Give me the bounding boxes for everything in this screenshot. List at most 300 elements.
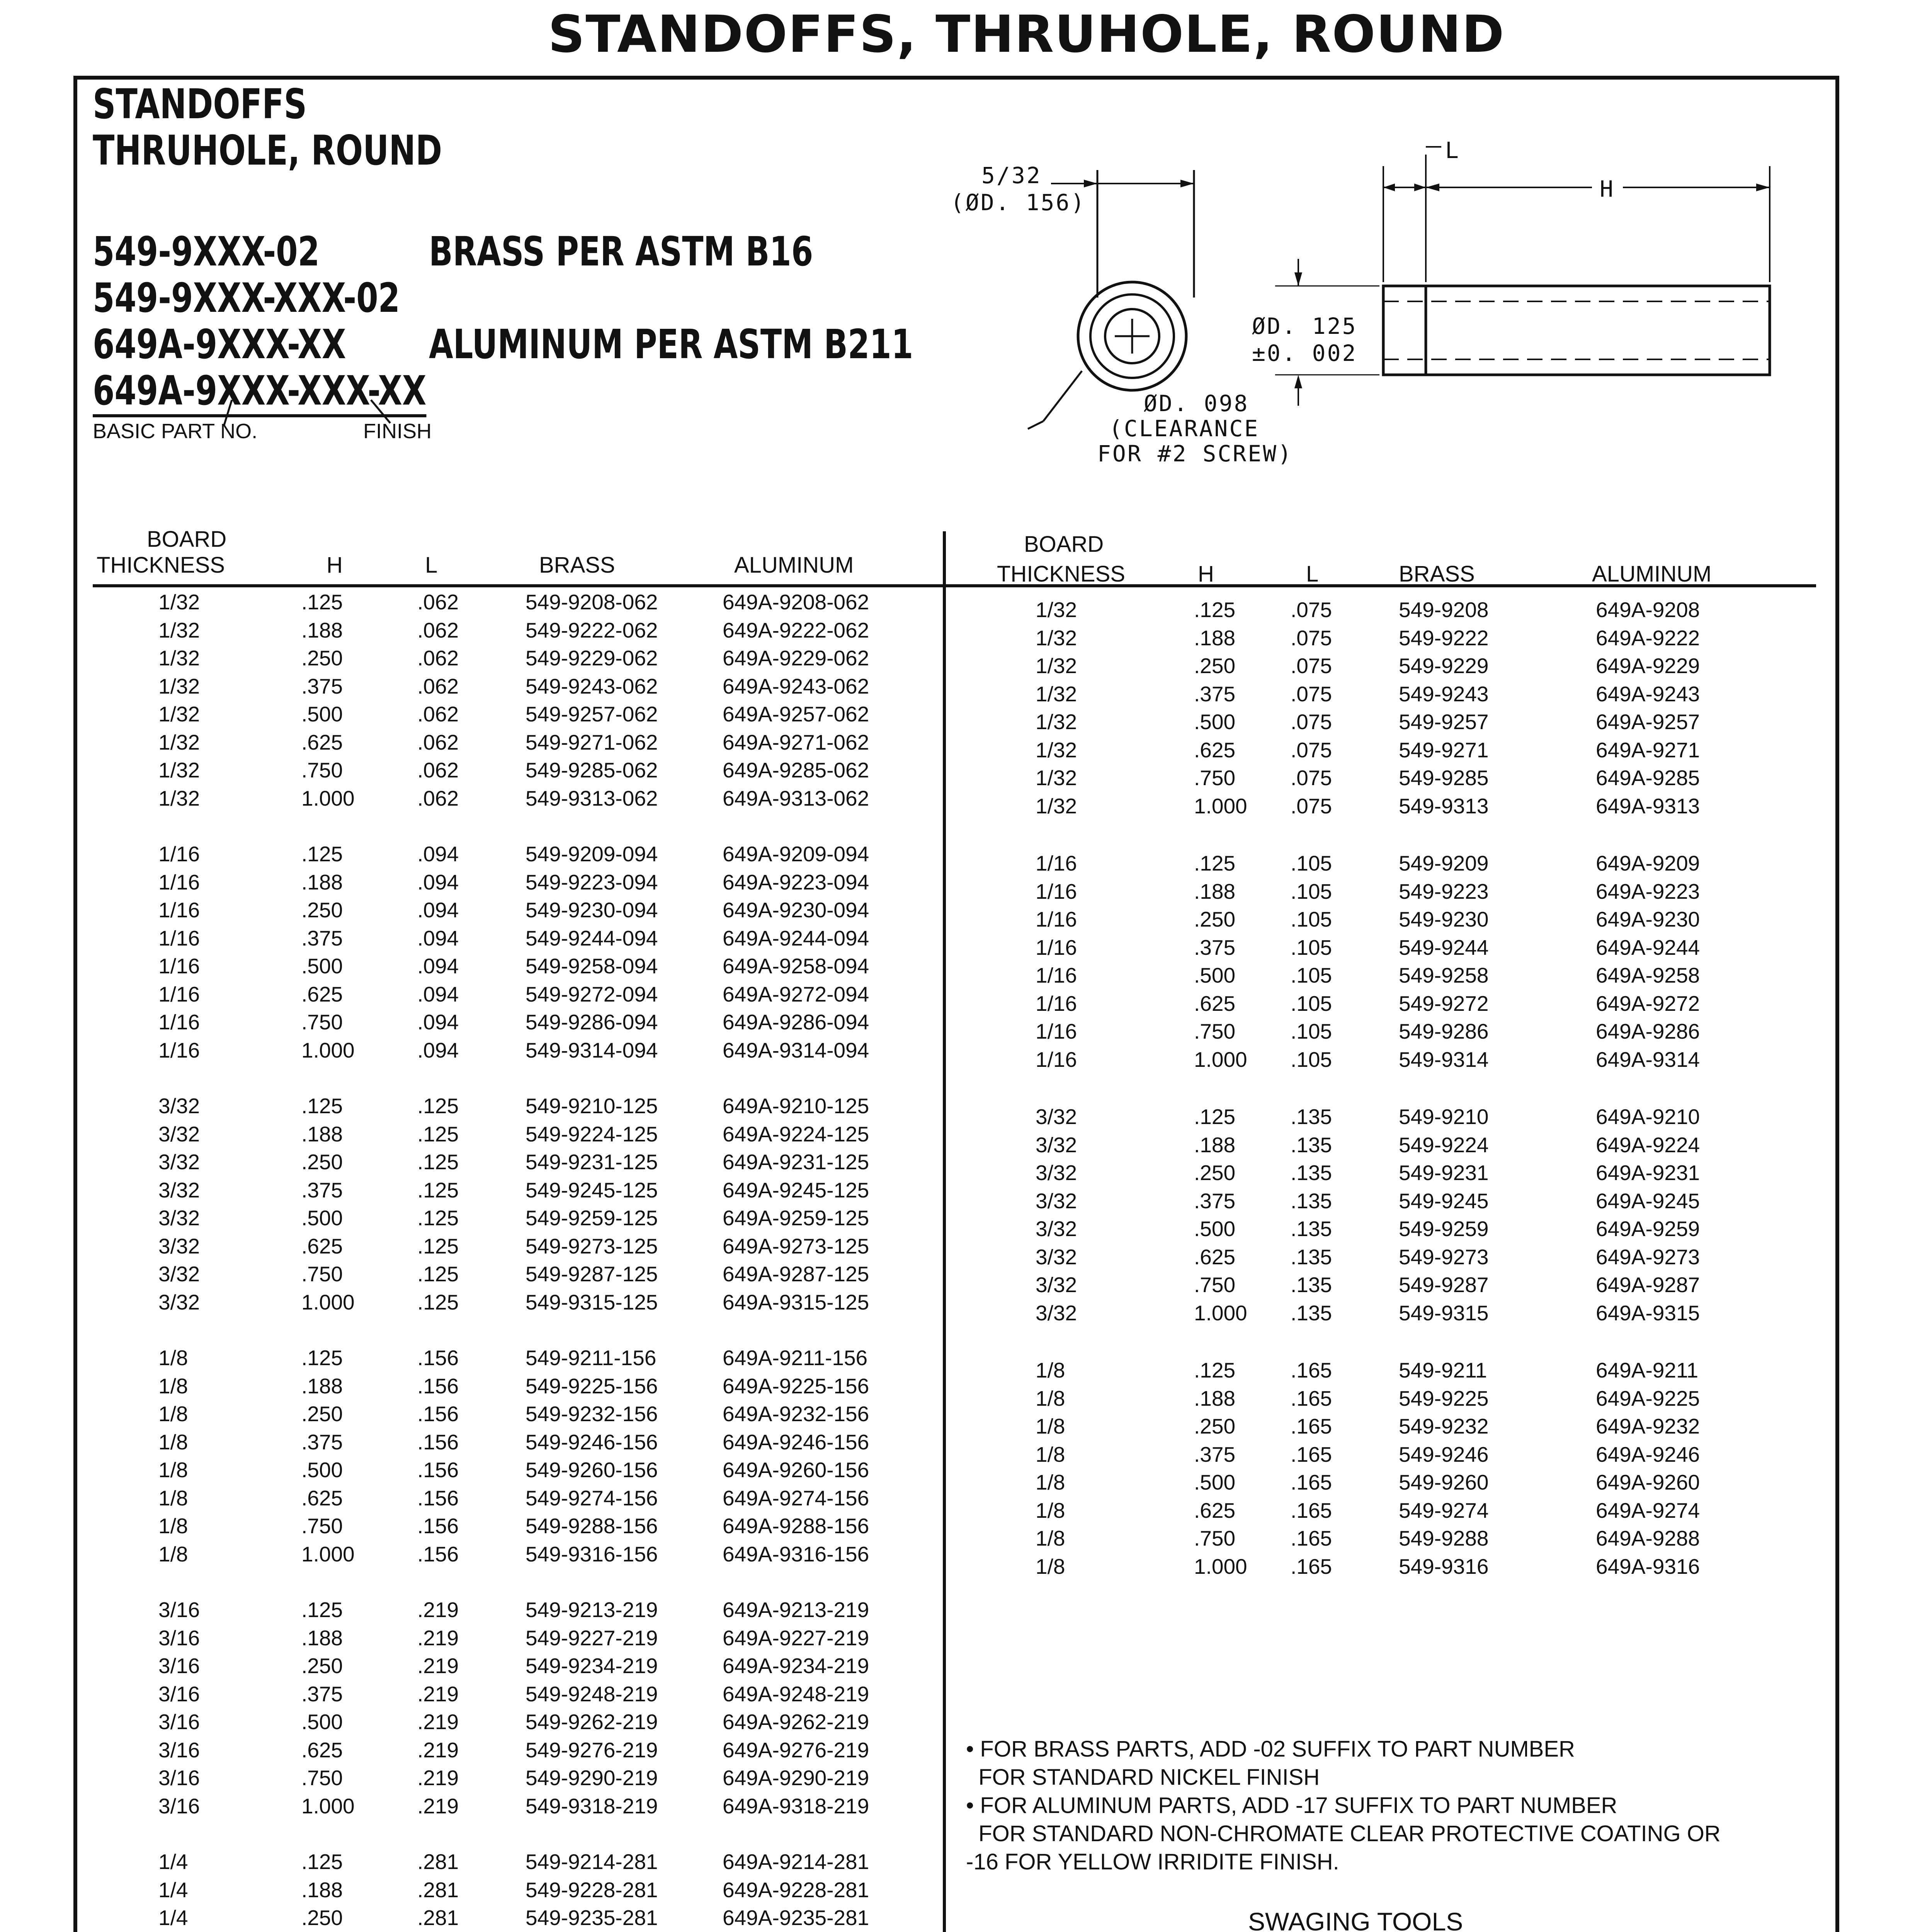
cell-l: .062: [417, 674, 459, 698]
cell-thickness: 1/16: [1036, 991, 1077, 1015]
cell-brass: 549-9235-281: [526, 1906, 658, 1930]
cell-aluminum: 649A-9228-281: [723, 1878, 869, 1902]
cell-thickness: 1/16: [158, 842, 200, 866]
cell-aluminum: 649A-9230-094: [723, 898, 869, 922]
cell-l: .135: [1291, 1273, 1332, 1297]
cell-l: .125: [417, 1262, 459, 1286]
cell-h: .250: [301, 898, 343, 922]
cell-l: .281: [417, 1906, 459, 1930]
cell-thickness: 1/8: [1036, 1526, 1065, 1550]
cell-brass: 549-9259-125: [526, 1206, 658, 1230]
note-line-5: -16 FOR YELLOW IRRIDITE FINISH.: [966, 1849, 1339, 1874]
cell-brass: 549-9260-156: [526, 1458, 658, 1482]
cell-thickness: 1/32: [158, 758, 200, 782]
cell-aluminum: 649A-9316-156: [723, 1542, 869, 1566]
cell-thickness: 1/8: [158, 1486, 188, 1510]
cell-brass: 549-9246-156: [526, 1430, 658, 1454]
cell-aluminum: 649A-9229: [1596, 654, 1700, 678]
cell-brass: 549-9225-156: [526, 1374, 658, 1398]
cell-thickness: 3/32: [158, 1122, 200, 1146]
cell-aluminum: 649A-9276-219: [723, 1738, 869, 1762]
cell-l: .125: [417, 1206, 459, 1230]
cell-l: .135: [1291, 1245, 1332, 1269]
cell-brass: 549-9230-094: [526, 898, 658, 922]
cell-brass: 549-9227-219: [526, 1626, 658, 1650]
cell-brass: 549-9243-062: [526, 674, 658, 698]
right-header-brass: BRASS: [1399, 561, 1475, 587]
cell-l: .135: [1291, 1301, 1332, 1325]
cell-h: .250: [301, 1906, 343, 1930]
cell-h: .625: [301, 1486, 343, 1510]
cell-aluminum: 649A-9258-094: [723, 954, 869, 978]
cell-thickness: 1/4: [158, 1878, 188, 1902]
cell-thickness: 1/32: [1036, 654, 1077, 678]
cell-l: .165: [1291, 1386, 1332, 1410]
cell-brass: 549-9288: [1399, 1526, 1489, 1550]
cell-thickness: 1/32: [1036, 794, 1077, 818]
cell-aluminum: 649A-9287: [1596, 1273, 1700, 1297]
cell-thickness: 3/32: [158, 1290, 200, 1314]
cell-thickness: 1/8: [158, 1514, 188, 1538]
cell-thickness: 1/32: [1036, 766, 1077, 790]
cell-brass: 549-9232: [1399, 1414, 1489, 1438]
cell-thickness: 3/32: [1036, 1133, 1077, 1157]
cell-brass: 549-9225: [1399, 1386, 1489, 1410]
cell-aluminum: 649A-9271: [1596, 738, 1700, 762]
cell-thickness: 1/8: [1036, 1442, 1065, 1466]
cell-brass: 549-9318-219: [526, 1794, 658, 1818]
cell-aluminum: 649A-9257-062: [723, 702, 869, 726]
cell-brass: 549-9262-219: [526, 1710, 658, 1734]
cell-thickness: 1/8: [1036, 1554, 1065, 1578]
cell-brass: 549-9243: [1399, 682, 1489, 706]
cell-brass: 549-9259: [1399, 1217, 1489, 1241]
cell-h: .125: [1194, 1358, 1236, 1382]
cell-aluminum: 649A-9287-125: [723, 1262, 869, 1286]
cell-aluminum: 649A-9232-156: [723, 1402, 869, 1426]
cell-brass: 549-9209-094: [526, 842, 658, 866]
cell-brass: 549-9228-281: [526, 1878, 658, 1902]
cell-thickness: 1/16: [1036, 907, 1077, 931]
cell-h: .125: [301, 1094, 343, 1118]
cell-l: .219: [417, 1766, 459, 1790]
cell-l: .165: [1291, 1442, 1332, 1466]
cell-h: .500: [1194, 1470, 1236, 1494]
swaging-title: SWAGING TOOLS: [1248, 1907, 1463, 1932]
cell-l: .156: [417, 1430, 459, 1454]
basic-part-label: BASIC PART NO.: [93, 420, 258, 443]
cell-aluminum: 649A-9208-062: [723, 590, 869, 614]
cell-brass: 549-9210-125: [526, 1094, 658, 1118]
right-header-h: H: [1198, 561, 1214, 587]
dim-l-label: L: [1445, 137, 1460, 163]
part-code-pointers: [0, 0, 464, 464]
cell-h: .250: [1194, 1414, 1236, 1438]
cell-aluminum: 649A-9285-062: [723, 758, 869, 782]
cell-h: .625: [1194, 1498, 1236, 1522]
cell-h: .625: [1194, 991, 1236, 1015]
cell-l: .105: [1291, 935, 1332, 959]
cell-h: .188: [301, 1878, 343, 1902]
cell-thickness: 1/8: [158, 1374, 188, 1398]
cell-h: .500: [301, 1710, 343, 1734]
cell-h: .625: [301, 1234, 343, 1258]
cell-aluminum: 649A-9209: [1596, 851, 1700, 875]
cell-h: .375: [301, 1178, 343, 1202]
cell-h: .188: [301, 870, 343, 894]
left-header-aluminum: ALUMINUM: [734, 553, 854, 578]
cell-l: .075: [1291, 738, 1332, 762]
cell-brass: 549-9288-156: [526, 1514, 658, 1538]
cell-brass: 549-9245-125: [526, 1178, 658, 1202]
cell-l: .125: [417, 1094, 459, 1118]
cell-h: .125: [301, 1346, 343, 1370]
cell-thickness: 1/8: [158, 1458, 188, 1482]
cell-aluminum: 649A-9210-125: [723, 1094, 869, 1118]
cell-l: .156: [417, 1514, 459, 1538]
cell-brass: 549-9315: [1399, 1301, 1489, 1325]
cell-l: .135: [1291, 1189, 1332, 1213]
cell-brass: 549-9257: [1399, 710, 1489, 734]
cell-h: .625: [301, 730, 343, 754]
cell-aluminum: 649A-9314: [1596, 1047, 1700, 1071]
cell-l: .281: [417, 1878, 459, 1902]
cell-aluminum: 649A-9260: [1596, 1470, 1700, 1494]
heading-line-2: THRUHOLE, ROUND: [93, 127, 442, 174]
cell-l: .156: [417, 1402, 459, 1426]
cell-aluminum: 649A-9209-094: [723, 842, 869, 866]
cell-thickness: 3/16: [158, 1654, 200, 1678]
cell-l: .125: [417, 1150, 459, 1174]
cell-l: .062: [417, 646, 459, 670]
cell-thickness: 1/32: [1036, 710, 1077, 734]
part-code-3: 649A-9XXX-XX: [93, 321, 346, 368]
cell-brass: 549-9222: [1399, 626, 1489, 650]
part-code-4: 649A-9XXX-XXX-XX: [93, 367, 426, 417]
cell-aluminum: 649A-9285: [1596, 766, 1700, 790]
cell-brass: 549-9271-062: [526, 730, 658, 754]
cell-brass: 549-9224-125: [526, 1122, 658, 1146]
cell-brass: 549-9229: [1399, 654, 1489, 678]
cell-h: 1.000: [301, 1290, 355, 1314]
cell-aluminum: 649A-9230: [1596, 907, 1700, 931]
cell-l: .075: [1291, 598, 1332, 622]
cell-brass: 549-9214-281: [526, 1850, 658, 1874]
cell-thickness: 1/4: [158, 1906, 188, 1930]
cell-l: .105: [1291, 991, 1332, 1015]
cell-aluminum: 649A-9211: [1596, 1358, 1699, 1382]
standoff-drawing: [927, 116, 1816, 483]
cell-l: .165: [1291, 1498, 1332, 1522]
right-header-l: L: [1306, 561, 1319, 587]
dim-hole-decimal: (ØD. 156): [951, 189, 1086, 216]
cell-thickness: 1/16: [1036, 1019, 1077, 1043]
cell-thickness: 1/32: [1036, 682, 1077, 706]
cell-h: .750: [301, 758, 343, 782]
cell-h: 1.000: [301, 786, 355, 810]
cell-brass: 549-9224: [1399, 1133, 1489, 1157]
note-line-3: • FOR ALUMINUM PARTS, ADD -17 SUFFIX TO PART NUMBER: [966, 1793, 1617, 1818]
cell-aluminum: 649A-9224: [1596, 1133, 1700, 1157]
cell-aluminum: 649A-9229-062: [723, 646, 869, 670]
cell-thickness: 3/32: [1036, 1273, 1077, 1297]
cell-brass: 549-9230: [1399, 907, 1489, 931]
cell-thickness: 3/32: [1036, 1301, 1077, 1325]
cell-h: .125: [1194, 1105, 1236, 1129]
cell-aluminum: 649A-9223: [1596, 879, 1700, 903]
cell-thickness: 1/16: [1036, 1047, 1077, 1071]
cell-l: .219: [417, 1654, 459, 1678]
cell-thickness: 1/8: [158, 1402, 188, 1426]
cell-l: .062: [417, 730, 459, 754]
cell-l: .135: [1291, 1161, 1332, 1185]
cell-h: .125: [1194, 598, 1236, 622]
cell-aluminum: 649A-9318-219: [723, 1794, 869, 1818]
cell-brass: 549-9313: [1399, 794, 1489, 818]
cell-h: 1.000: [301, 1794, 355, 1818]
right-data-table: [989, 596, 1816, 1600]
cell-h: .375: [1194, 935, 1236, 959]
cell-aluminum: 649A-9222-062: [723, 618, 869, 642]
cell-h: .188: [301, 1626, 343, 1650]
cell-aluminum: 649A-9259: [1596, 1217, 1700, 1241]
cell-brass: 549-9258: [1399, 963, 1489, 987]
cell-aluminum: 649A-9225-156: [723, 1374, 869, 1398]
cell-h: .375: [1194, 682, 1236, 706]
cell-brass: 549-9274-156: [526, 1486, 658, 1510]
cell-l: .105: [1291, 1019, 1332, 1043]
cell-l: .281: [417, 1850, 459, 1874]
cell-thickness: 1/16: [158, 954, 200, 978]
cell-thickness: 1/32: [158, 702, 200, 726]
cell-thickness: 1/8: [1036, 1414, 1065, 1438]
cell-l: .075: [1291, 794, 1332, 818]
cell-h: .250: [301, 1402, 343, 1426]
cell-l: .219: [417, 1794, 459, 1818]
cell-brass: 549-9274: [1399, 1498, 1489, 1522]
cell-h: .125: [1194, 851, 1236, 875]
cell-aluminum: 649A-9272: [1596, 991, 1700, 1015]
cell-l: .125: [417, 1122, 459, 1146]
cell-l: .075: [1291, 682, 1332, 706]
right-header-aluminum: ALUMINUM: [1592, 561, 1712, 587]
cell-l: .219: [417, 1710, 459, 1734]
cell-aluminum: 649A-9273: [1596, 1245, 1700, 1269]
cell-thickness: 3/32: [158, 1234, 200, 1258]
cell-l: .125: [417, 1234, 459, 1258]
cell-thickness: 3/32: [1036, 1217, 1077, 1241]
cell-aluminum: 649A-9313: [1596, 794, 1700, 818]
cell-l: .094: [417, 842, 459, 866]
cell-aluminum: 649A-9286-094: [723, 1010, 869, 1034]
cell-aluminum: 649A-9248-219: [723, 1682, 869, 1706]
cell-aluminum: 649A-9288: [1596, 1526, 1700, 1550]
cell-l: .165: [1291, 1470, 1332, 1494]
cell-l: .156: [417, 1542, 459, 1566]
cell-thickness: 1/16: [158, 982, 200, 1006]
cell-thickness: 1/8: [1036, 1498, 1065, 1522]
cell-brass: 549-9315-125: [526, 1290, 658, 1314]
note-line-2: FOR STANDARD NICKEL FINISH: [966, 1765, 1320, 1790]
cell-brass: 549-9223: [1399, 879, 1489, 903]
cell-h: .125: [301, 590, 343, 614]
cell-brass: 549-9287: [1399, 1273, 1489, 1297]
cell-thickness: 1/32: [158, 786, 200, 810]
cell-l: .105: [1291, 851, 1332, 875]
cell-aluminum: 649A-9316: [1596, 1554, 1700, 1578]
cell-h: .375: [301, 1430, 343, 1454]
cell-l: .135: [1291, 1217, 1332, 1241]
cell-brass: 549-9316: [1399, 1554, 1489, 1578]
cell-l: .156: [417, 1458, 459, 1482]
cell-brass: 549-9257-062: [526, 702, 658, 726]
cell-h: .188: [301, 1122, 343, 1146]
cell-brass: 549-9208: [1399, 598, 1489, 622]
cell-l: .165: [1291, 1554, 1332, 1578]
cell-aluminum: 649A-9288-156: [723, 1514, 869, 1538]
notes-block: [966, 1735, 1721, 1876]
cell-l: .165: [1291, 1526, 1332, 1550]
cell-brass: 549-9213-219: [526, 1598, 658, 1622]
cell-thickness: 3/16: [158, 1710, 200, 1734]
cell-aluminum: 649A-9214-281: [723, 1850, 869, 1874]
left-header-h: H: [327, 553, 343, 578]
dim-clearance: ØD. 098: [1144, 390, 1249, 417]
cell-h: 1.000: [301, 1038, 355, 1062]
cell-thickness: 1/8: [158, 1346, 188, 1370]
cell-aluminum: 649A-9272-094: [723, 982, 869, 1006]
cell-brass: 549-9223-094: [526, 870, 658, 894]
cell-brass: 549-9273-125: [526, 1234, 658, 1258]
cell-l: .062: [417, 758, 459, 782]
cell-thickness: 3/32: [158, 1206, 200, 1230]
cell-l: .219: [417, 1738, 459, 1762]
cell-brass: 549-9244: [1399, 935, 1489, 959]
part-material-1: BRASS PER ASTM B16: [429, 228, 813, 275]
cell-l: .062: [417, 786, 459, 810]
cell-h: .500: [301, 1458, 343, 1482]
page-title: STANDOFFS, THRUHOLE, ROUND: [548, 5, 1505, 64]
cell-brass: 549-9234-219: [526, 1654, 658, 1678]
cell-aluminum: 649A-9290-219: [723, 1766, 869, 1790]
cell-thickness: 1/16: [1036, 935, 1077, 959]
cell-l: .105: [1291, 963, 1332, 987]
cell-aluminum: 649A-9273-125: [723, 1234, 869, 1258]
cell-l: .156: [417, 1486, 459, 1510]
cell-brass: 549-9248-219: [526, 1682, 658, 1706]
cell-h: .625: [1194, 738, 1236, 762]
cell-aluminum: 649A-9225: [1596, 1386, 1700, 1410]
cell-thickness: 1/16: [158, 926, 200, 950]
cell-h: .375: [301, 674, 343, 698]
cell-aluminum: 649A-9244-094: [723, 926, 869, 950]
cell-thickness: 1/8: [1036, 1358, 1065, 1382]
cell-h: .188: [301, 618, 343, 642]
cell-brass: 549-9211: [1399, 1358, 1487, 1382]
cell-thickness: 1/16: [158, 870, 200, 894]
cell-l: .094: [417, 982, 459, 1006]
cell-thickness: 3/32: [1036, 1245, 1077, 1269]
cell-l: .062: [417, 702, 459, 726]
cell-h: .250: [301, 646, 343, 670]
cell-h: .750: [301, 1766, 343, 1790]
cell-aluminum: 649A-9244: [1596, 935, 1700, 959]
cell-h: .188: [1194, 1386, 1236, 1410]
cell-l: .135: [1291, 1133, 1332, 1157]
cell-brass: 549-9287-125: [526, 1262, 658, 1286]
cell-brass: 549-9210: [1399, 1105, 1489, 1129]
cell-h: .750: [301, 1010, 343, 1034]
cell-l: .094: [417, 1010, 459, 1034]
cell-thickness: 1/32: [158, 674, 200, 698]
cell-aluminum: 649A-9208: [1596, 598, 1700, 622]
cell-aluminum: 649A-9260-156: [723, 1458, 869, 1482]
cell-h: .750: [1194, 1273, 1236, 1297]
cell-l: .105: [1291, 907, 1332, 931]
cell-h: .375: [1194, 1442, 1236, 1466]
cell-h: .250: [301, 1654, 343, 1678]
cell-thickness: 1/32: [158, 618, 200, 642]
cell-aluminum: 649A-9315-125: [723, 1290, 869, 1314]
dim-h-label: H: [1600, 176, 1615, 202]
cell-brass: 549-9271: [1399, 738, 1489, 762]
cell-brass: 549-9246: [1399, 1442, 1489, 1466]
cell-aluminum: 649A-9245: [1596, 1189, 1700, 1213]
cell-h: .125: [301, 842, 343, 866]
cell-l: .075: [1291, 710, 1332, 734]
cell-thickness: 1/16: [158, 1038, 200, 1062]
cell-h: .375: [301, 1682, 343, 1706]
cell-thickness: 3/32: [158, 1262, 200, 1286]
cell-h: .250: [1194, 654, 1236, 678]
cell-aluminum: 649A-9224-125: [723, 1122, 869, 1146]
cell-thickness: 3/32: [158, 1178, 200, 1202]
cell-l: .165: [1291, 1358, 1332, 1382]
cell-aluminum: 649A-9262-219: [723, 1710, 869, 1734]
cell-l: .075: [1291, 626, 1332, 650]
cell-brass: 549-9314-094: [526, 1038, 658, 1062]
cell-brass: 549-9290-219: [526, 1766, 658, 1790]
cell-l: .094: [417, 898, 459, 922]
cell-brass: 549-9285-062: [526, 758, 658, 782]
cell-brass: 549-9229-062: [526, 646, 658, 670]
cell-aluminum: 649A-9259-125: [723, 1206, 869, 1230]
cell-aluminum: 649A-9314-094: [723, 1038, 869, 1062]
cell-brass: 549-9276-219: [526, 1738, 658, 1762]
finish-label: FINISH: [363, 420, 432, 443]
cell-h: .750: [301, 1514, 343, 1538]
cell-h: .250: [301, 1150, 343, 1174]
cell-brass: 549-9272-094: [526, 982, 658, 1006]
cell-thickness: 3/32: [158, 1150, 200, 1174]
cell-aluminum: 649A-9231-125: [723, 1150, 869, 1174]
cell-h: .625: [1194, 1245, 1236, 1269]
cell-brass: 549-9258-094: [526, 954, 658, 978]
cell-h: .125: [301, 1850, 343, 1874]
cell-thickness: 1/8: [158, 1430, 188, 1454]
cell-aluminum: 649A-9210: [1596, 1105, 1700, 1129]
cell-h: .500: [301, 954, 343, 978]
cell-h: .500: [1194, 710, 1236, 734]
cell-thickness: 3/16: [158, 1794, 200, 1818]
cell-l: .219: [417, 1626, 459, 1650]
cell-thickness: 1/16: [1036, 851, 1077, 875]
cell-l: .156: [417, 1346, 459, 1370]
cell-aluminum: 649A-9243: [1596, 682, 1700, 706]
left-header-thickness: THICKNESS: [97, 553, 225, 578]
cell-h: 1.000: [1194, 1554, 1247, 1578]
cell-brass: 549-9313-062: [526, 786, 658, 810]
